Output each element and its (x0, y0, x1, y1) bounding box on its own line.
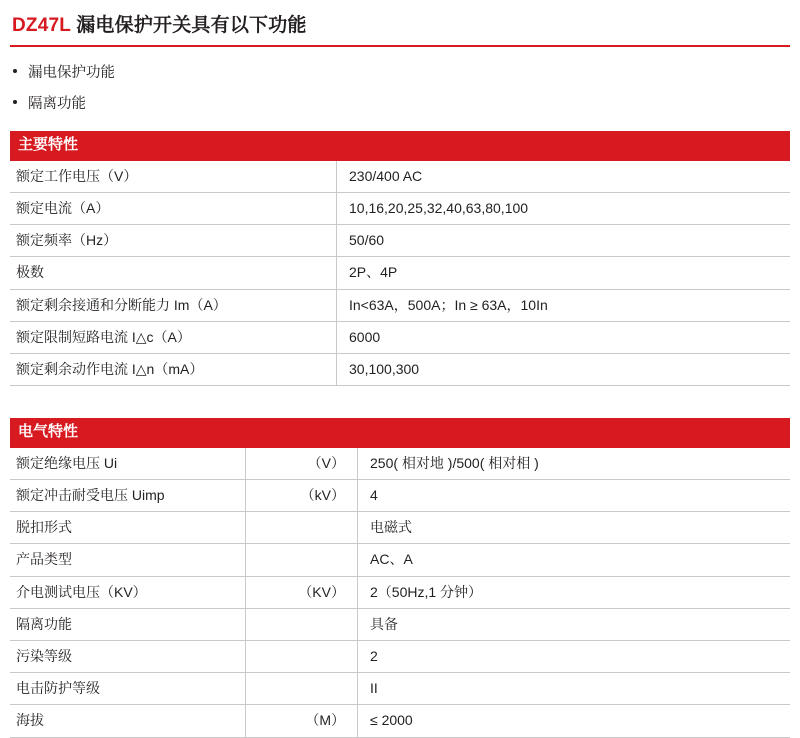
row-label: 额定电流（A） (10, 192, 337, 224)
section-header: 电气特性 (10, 418, 790, 448)
row-unit (246, 544, 358, 576)
row-value: 2P、4P (337, 257, 791, 289)
table-row (10, 257, 790, 289)
row-label: 隔离功能 (10, 608, 246, 640)
row-unit: （kV） (246, 480, 358, 512)
table-row (10, 512, 790, 544)
row-value: 4 (358, 480, 791, 512)
row-value: 6000 (337, 321, 791, 353)
table-row (10, 480, 790, 512)
row-unit (246, 512, 358, 544)
row-label: 额定剩余动作电流 I△n（mA） (10, 353, 337, 385)
row-value: II (358, 673, 791, 705)
row-value: In<63A，500A；In ≥ 63A，10In (337, 289, 791, 321)
list-item: 漏电保护功能 (10, 61, 790, 82)
row-value: 30,100,300 (337, 353, 791, 385)
table-row (10, 705, 790, 737)
row-label: 额定限制短路电流 I△c（A） (10, 321, 337, 353)
row-label: 额定剩余接通和分断能力 Im（A） (10, 289, 337, 321)
table-row (10, 448, 790, 480)
row-value: AC、A (358, 544, 791, 576)
table-row (10, 161, 790, 193)
row-value: 2 (358, 640, 791, 672)
feature-list (10, 61, 790, 113)
page-title-text: 漏电保护开关具有以下功能 (70, 15, 307, 36)
row-label: 产品类型 (10, 544, 246, 576)
table-row (10, 576, 790, 608)
table-row (10, 353, 790, 385)
product-model: DZ47L (12, 15, 71, 36)
section-header: 主要特性 (10, 131, 790, 161)
row-label: 海拔 (10, 705, 246, 737)
table-row (10, 192, 790, 224)
row-value: 10,16,20,25,32,40,63,80,100 (337, 192, 791, 224)
row-unit: （V） (246, 448, 358, 480)
row-label: 额定频率（Hz） (10, 225, 337, 257)
row-value: 50/60 (337, 225, 791, 257)
row-unit: （M） (246, 705, 358, 737)
table-row (10, 544, 790, 576)
list-item: 隔离功能 (10, 92, 790, 113)
table-row (10, 289, 790, 321)
section-electrical-characteristics (10, 418, 790, 737)
electrical-characteristics-table (10, 448, 790, 738)
section-gap (10, 386, 790, 400)
row-unit (246, 673, 358, 705)
row-label: 额定冲击耐受电压 Uimp (10, 480, 246, 512)
section-main-characteristics (10, 131, 790, 386)
row-value: 具备 (358, 608, 791, 640)
row-unit (246, 640, 358, 672)
row-value: 230/400 AC (337, 161, 791, 193)
row-value: 250( 相对地 )/500( 相对相 ) (358, 448, 791, 480)
document-page (0, 10, 800, 730)
row-label: 污染等级 (10, 640, 246, 672)
row-label: 介电测试电压（KV） (10, 576, 246, 608)
main-characteristics-table (10, 161, 790, 386)
row-value: ≤ 2000 (358, 705, 791, 737)
row-value: 2（50Hz,1 分钟） (358, 576, 791, 608)
row-label: 电击防护等级 (10, 673, 246, 705)
table-row (10, 225, 790, 257)
table-row (10, 673, 790, 705)
row-unit: （KV） (246, 576, 358, 608)
table-row (10, 640, 790, 672)
row-value: 电磁式 (358, 512, 791, 544)
row-label: 额定绝缘电压 Ui (10, 448, 246, 480)
row-label: 脱扣形式 (10, 512, 246, 544)
page-title (10, 10, 790, 47)
table-row (10, 608, 790, 640)
row-unit (246, 608, 358, 640)
row-label: 极数 (10, 257, 337, 289)
row-label: 额定工作电压（V） (10, 161, 337, 193)
table-row (10, 321, 790, 353)
